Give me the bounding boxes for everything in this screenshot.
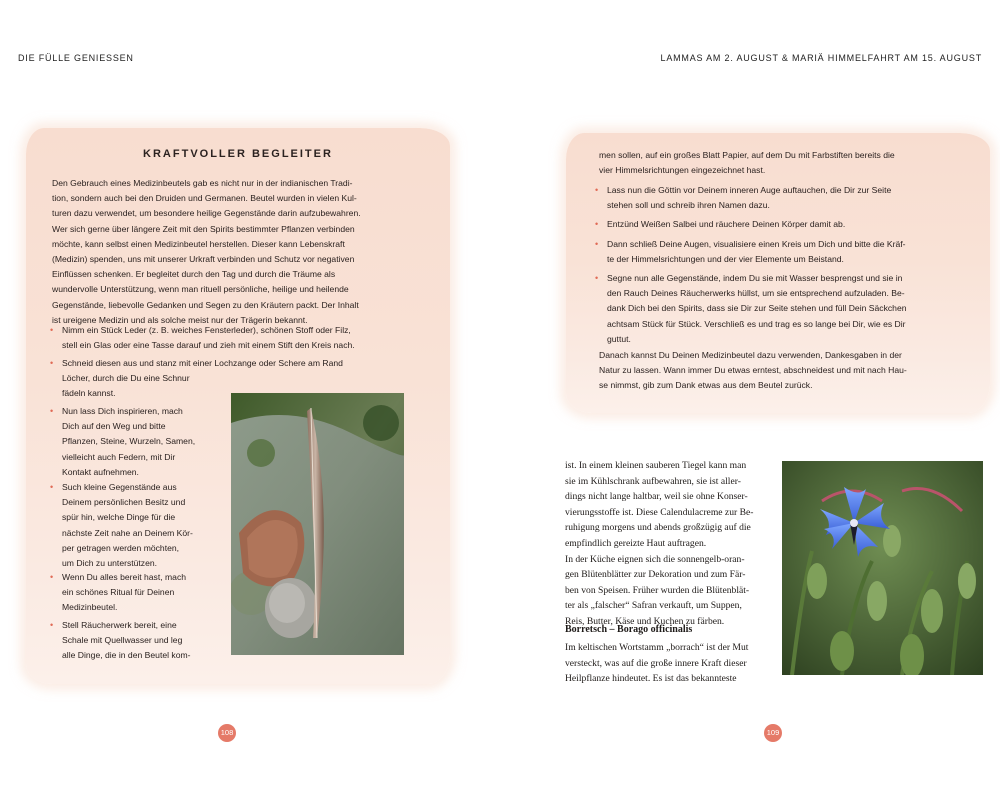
bullet-icon: • bbox=[595, 273, 599, 283]
list-item: • Such kleine Gegenstände aus Deinem persönlichen Besitz und spür hin, welche Dinge für die nächste Zeit nahe an Deinem Kör- per getragen werden möchten, um Dich zu unterstützen. bbox=[50, 482, 193, 569]
list-item: • Nimm ein Stück Leder (z. B. weiches Fensterleder), schönen Stoff oder Filz, stell ein Glas oder eine Tasse darauf und zieh mit einem Stift den Kreis nach. bbox=[50, 325, 355, 351]
body-paragraph-2: Im keltischen Wortstamm „borrach“ ist der Mut versteckt, was auf die große innere Kraft dieser Heilpflanze hindeutet. Es ist das bekannteste bbox=[565, 642, 749, 685]
intro-paragraph bbox=[52, 176, 432, 328]
intro-line: ist ureigene Medizin und als solche meist nur der Trägerin bekannt. bbox=[52, 314, 308, 325]
intro-line: turen dazu verwendet, um besondere heilige Gegenstände darin aufzubewahren. bbox=[52, 208, 361, 219]
page-number-right: 109 bbox=[764, 724, 782, 742]
bullet-icon: • bbox=[595, 239, 599, 249]
bullet-icon: • bbox=[50, 325, 54, 335]
feather-stones-photo bbox=[231, 393, 404, 655]
bullet-icon: • bbox=[595, 185, 599, 195]
page-number-left: 108 bbox=[218, 724, 236, 742]
subheading-borretsch: Borretsch – Borago officinalis bbox=[565, 624, 693, 635]
list-item: • Nun lass Dich inspirieren, mach Dich auf den Weg und bitte Pflanzen, Steine, Wurzeln, Samen, vielleicht auch Federn, mit Dir Kontakt aufnehmen. bbox=[50, 406, 196, 477]
feather-stones-illustration bbox=[231, 393, 404, 655]
bullet-icon: • bbox=[595, 219, 599, 229]
list-item: • Segne nun alle Gegenstände, indem Du sie mit Wasser besprengst und sie in den Rauch Deines Räucherwerks hüllst, um sie entsprechend aufzuladen. Be- dank Dich bei den Spirits, dass sie Dir zur Seite stehen und füll Dein Säckchen achtsam Stück für Stück. Verschließ es und trag es so lange bei Dir, wie es Dir guttut. bbox=[595, 273, 907, 344]
list-item: • Schneid diesen aus und stanz mit einer Lochzange oder Schere am Rand Löcher, durch die Du eine Schnur fädeln kannst. bbox=[50, 358, 343, 399]
running-head-left: DIE FÜLLE GENIESSEN bbox=[18, 53, 134, 63]
intro-line: Einflüssen schenken. Er begleitet durch den Tag und durch die Träume als bbox=[52, 269, 336, 280]
intro-line: Gegenstände, liebevolle Gedanken und Segen zu den Kräutern packt. Der Inhalt bbox=[52, 299, 359, 310]
list-item: • Lass nun die Göttin vor Deinem inneren Auge auftauchen, die Dir zur Seite stehen soll und schreib ihren Namen dazu. bbox=[595, 185, 892, 211]
intro-line: Wer sich gerne über längere Zeit mit den Spirits bestimmter Pflanzen verbinden bbox=[52, 223, 355, 234]
intro-line: möchte, kann selbst einen Medizinbeutel herstellen. Dieser kann Lebenskraft bbox=[52, 238, 345, 249]
bullet-icon: • bbox=[50, 620, 54, 630]
intro-line: (Medizin) spenden, uns mit unserer Urkraft verbinden und Schutz vor negativen bbox=[52, 254, 355, 265]
box-continuation: men sollen, auf ein großes Blatt Papier, auf dem Du mit Farbstiften bereits die vier Himmelsrichtungen eingezeichnet hast. bbox=[599, 150, 895, 176]
list-item: • Dann schließ Deine Augen, visualisiere einen Kreis um Dich und bitte die Kräf- te der Himmelsrichtungen und der vier Elemente um Beistand. bbox=[595, 239, 906, 265]
intro-line: Den Gebrauch eines Medizinbeutels gab es nicht nur in der indianischen Tradi- bbox=[52, 178, 353, 188]
bullet-icon: • bbox=[50, 358, 54, 368]
body-paragraph: ist. In einem kleinen sauberen Tiegel kann man sie im Kühlschrank aufbewahren, sie ist aller- dings nicht lange haltbar, weil sie ohne Konser- vierungsstoffe ist. Diese Calendulacreme zur Be- ruhigung morgens und abends großzügig auf die empfindlich gereizte Haut auftragen. In der Küche eignen sich die sonnengelb-oran- gen Blütenblätter zur Dekoration und zum Fär- ben von Speisen. Früher wurden die Blütenblät- ter als „falscher“ Safran verkauft, um Suppen, Reis, Butter, Käse und Kuchen zu färben. bbox=[565, 460, 754, 627]
running-head-right: LAMMAS AM 2. AUGUST & MARIÄ HIMMELFAHRT AM 15. AUGUST bbox=[660, 53, 982, 63]
bullet-icon: • bbox=[50, 482, 54, 492]
list-item: • Entzünd Weißen Salbei und räuchere Deinen Körper damit ab. bbox=[607, 217, 982, 232]
list-item: • Wenn Du alles bereit hast, mach ein schönes Ritual für Deinen Medizinbeutel. bbox=[50, 572, 187, 613]
list-item: • Stell Räucherwerk bereit, eine Schale mit Quellwasser und leg alle Dinge, die in den Beutel kom- bbox=[50, 620, 191, 661]
intro-line: tion, sondern auch bei den Druiden und Germanen. Beutel wurden in vielen Kul- bbox=[52, 193, 357, 204]
borage-flower-photo bbox=[782, 461, 983, 675]
closing-paragraph: Danach kannst Du Deinen Medizinbeutel dazu verwenden, Dankesgaben in der Natur zu lassen. Wann immer Du etwas erntest, abschneidest und mit nach Hau- se nimmst, gib zum Dank etwas aus dem Beutel zurück. bbox=[599, 350, 907, 391]
bullet-icon: • bbox=[50, 572, 54, 582]
box-title: KRAFTVOLLER BEGLEITER bbox=[143, 148, 333, 160]
bullet-icon: • bbox=[50, 406, 54, 416]
intro-line: wundervolle Unterstützung, wenn man rituell persönliche, heilige und heilende bbox=[52, 284, 349, 295]
borage-flower-illustration bbox=[782, 461, 983, 675]
